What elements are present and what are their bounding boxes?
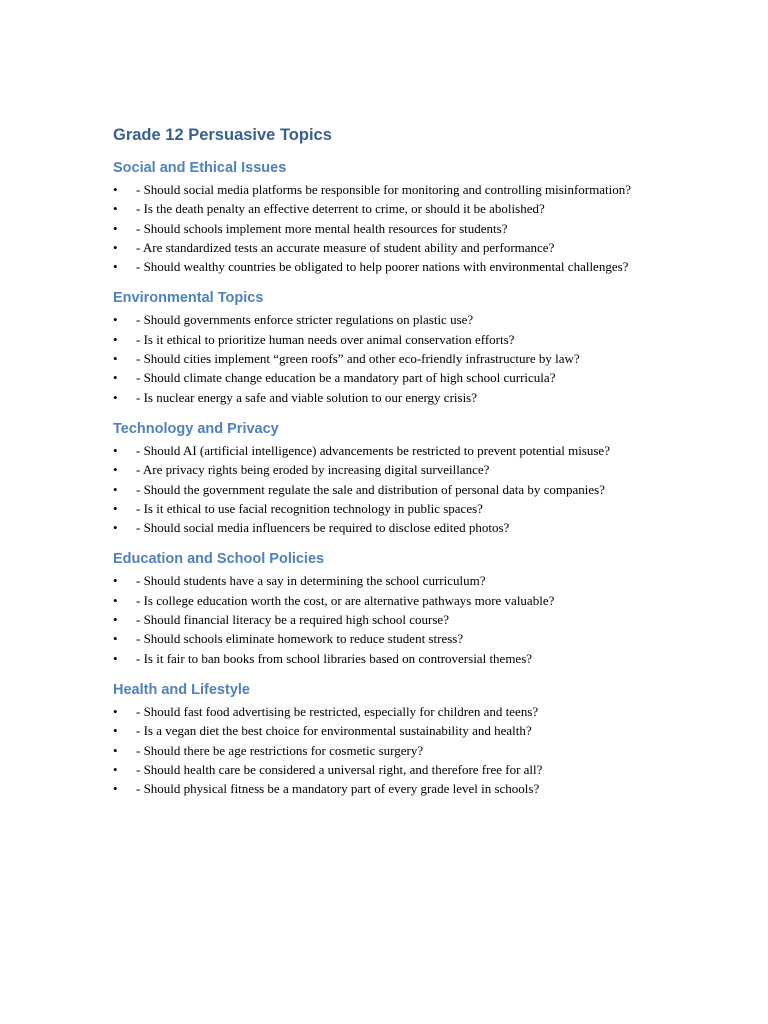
- topic-item: [113, 702, 653, 721]
- topic-item: [113, 310, 653, 329]
- topic-text: - Should climate change education be a mandatory part of high school curricula?: [136, 370, 556, 386]
- topic-item: [113, 388, 653, 407]
- topic-section: [113, 158, 653, 276]
- topic-text: - Should schools implement more mental health resources for students?: [136, 220, 508, 236]
- topic-list: [113, 441, 653, 537]
- topic-item: [113, 649, 653, 668]
- topic-item: [113, 460, 653, 479]
- bullet-icon: •: [113, 442, 118, 458]
- topic-text: - Is it ethical to use facial recognition technology in public spaces?: [136, 500, 483, 516]
- topic-item: [113, 571, 653, 590]
- bullet-icon: •: [113, 761, 118, 777]
- topic-list: [113, 702, 653, 798]
- bullet-icon: •: [113, 331, 118, 347]
- topic-item: [113, 591, 653, 610]
- topic-text: - Are standardized tests an accurate measure of student ability and performance?: [136, 239, 555, 255]
- document-title: Grade 12 Persuasive Topics: [113, 126, 332, 144]
- topic-text: - Should the government regulate the sale and distribution of personal data by companies?: [136, 481, 605, 497]
- topic-item: [113, 349, 653, 368]
- topic-item: [113, 741, 653, 760]
- topic-list: [113, 180, 653, 276]
- topic-text: - Should wealthy countries be obligated to help poorer nations with environmental challenges?: [136, 259, 629, 275]
- bullet-icon: •: [113, 650, 118, 666]
- topic-text: - Is it ethical to prioritize human needs over animal conservation efforts?: [136, 331, 515, 347]
- bullet-icon: •: [113, 239, 118, 255]
- section-heading: Education and School Policies: [113, 551, 325, 568]
- bullet-icon: •: [113, 201, 118, 217]
- topic-text: - Is the death penalty an effective deterrent to crime, or should it be abolished?: [136, 201, 545, 217]
- bullet-icon: •: [113, 631, 118, 647]
- section-heading: Health and Lifestyle: [113, 681, 250, 698]
- topic-text: - Should social media platforms be responsible for monitoring and controlling misinformation?: [136, 182, 631, 197]
- section-heading: Social and Ethical Issues: [113, 160, 287, 176]
- bullet-icon: •: [113, 573, 118, 589]
- sections-container: [113, 158, 653, 798]
- topic-item: [113, 441, 653, 460]
- bullet-icon: •: [113, 612, 118, 628]
- section-heading: Environmental Topics: [113, 290, 264, 307]
- bullet-icon: •: [113, 481, 118, 497]
- bullet-icon: •: [113, 500, 118, 516]
- topic-item: [113, 760, 653, 779]
- topic-text: - Should governments enforce stricter regulations on plastic use?: [136, 312, 474, 328]
- bullet-icon: •: [113, 182, 118, 197]
- bullet-icon: •: [113, 520, 118, 536]
- section-heading: Technology and Privacy: [113, 420, 279, 437]
- topic-item: [113, 779, 653, 798]
- topic-text: - Is nuclear energy a safe and viable solution to our energy crisis?: [136, 389, 478, 405]
- topic-text: - Should students have a say in determining the school curriculum?: [136, 573, 486, 589]
- topic-section: [113, 680, 653, 798]
- bullet-icon: •: [113, 351, 118, 367]
- topic-text: - Should health care be considered a universal right, and therefore free for all?: [136, 761, 543, 777]
- topic-item: [113, 219, 653, 238]
- topic-item: [113, 721, 653, 740]
- bullet-icon: •: [113, 742, 118, 758]
- bullet-icon: •: [113, 312, 118, 328]
- topic-list: [113, 571, 653, 667]
- topic-text: - Is a vegan diet the best choice for environmental sustainability and health?: [136, 723, 532, 739]
- topic-text: - Should financial literacy be a required high school course?: [136, 612, 449, 628]
- topic-item: [113, 199, 653, 218]
- topic-section: [113, 549, 653, 667]
- topic-item: [113, 499, 653, 518]
- topic-item: [113, 610, 653, 629]
- topic-text: - Should cities implement “green roofs” and other eco-friendly infrastructure by law?: [136, 351, 580, 367]
- topic-text: - Are privacy rights being eroded by increasing digital surveillance?: [136, 462, 490, 478]
- topic-item: [113, 518, 653, 537]
- topic-text: - Should social media influencers be required to disclose edited photos?: [136, 520, 510, 536]
- topic-item: [113, 238, 653, 257]
- bullet-icon: •: [113, 781, 118, 797]
- topic-item: [113, 180, 653, 199]
- bullet-icon: •: [113, 370, 118, 386]
- bullet-icon: •: [113, 703, 118, 719]
- topic-item: [113, 480, 653, 499]
- topic-section: [113, 288, 653, 406]
- document-page: [113, 122, 653, 810]
- topic-text: - Should physical fitness be a mandatory part of every grade level in schools?: [136, 781, 540, 797]
- topic-item: [113, 257, 653, 276]
- bullet-icon: •: [113, 592, 118, 608]
- topic-text: - Should fast food advertising be restricted, especially for children and teens?: [136, 703, 539, 719]
- topic-section: [113, 419, 653, 537]
- topic-text: - Should AI (artificial intelligence) advancements be restricted to prevent potential misuse?: [136, 442, 610, 458]
- topic-item: [113, 330, 653, 349]
- bullet-icon: •: [113, 389, 118, 405]
- bullet-icon: •: [113, 723, 118, 739]
- topic-item: [113, 368, 653, 387]
- topic-text: - Is college education worth the cost, or are alternative pathways more valuable?: [136, 592, 555, 608]
- bullet-icon: •: [113, 220, 118, 236]
- topic-text: - Should there be age restrictions for cosmetic surgery?: [136, 742, 424, 758]
- topic-list: [113, 310, 653, 406]
- topic-text: - Is it fair to ban books from school libraries based on controversial themes?: [136, 650, 533, 666]
- topic-item: [113, 629, 653, 648]
- bullet-icon: •: [113, 259, 118, 275]
- topic-text: - Should schools eliminate homework to reduce student stress?: [136, 631, 464, 647]
- bullet-icon: •: [113, 462, 118, 478]
